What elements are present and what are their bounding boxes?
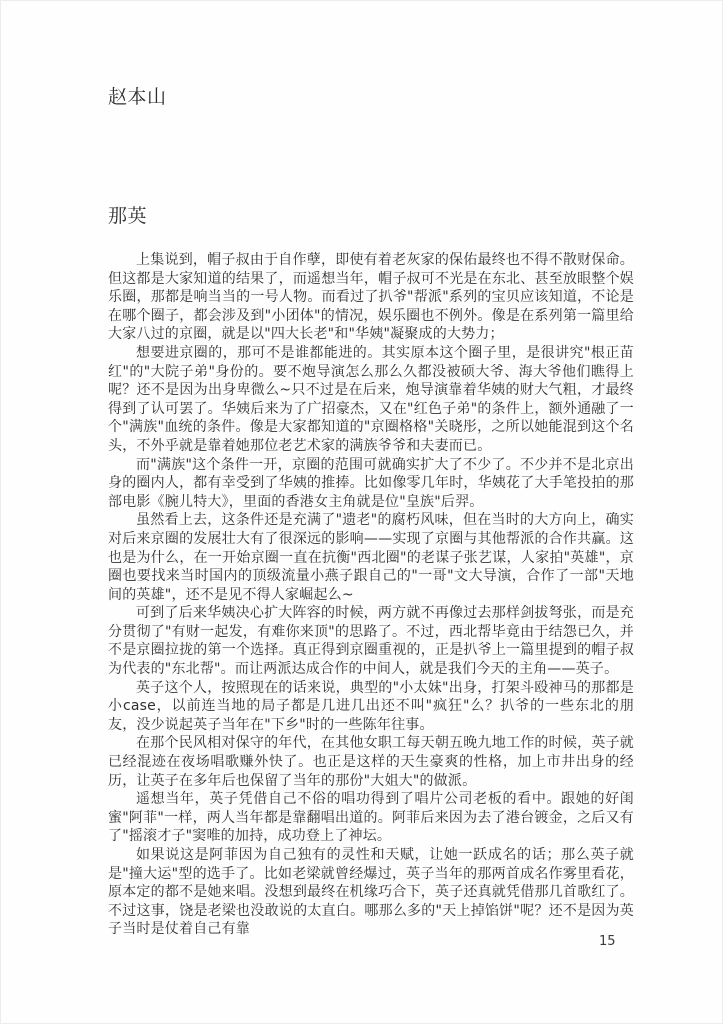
heading-na-ying: 那英 <box>108 205 148 227</box>
paragraph: 在那个民风相对保守的年代，在其他女职工每天朝五晚九地工作的时候，英子就已经混迹在夜场唱歌赚外快了。也正是这样的天生豪爽的性格，加上市井出身的经历，让英子在多年后也保留了当年的那份"大姐大"的做派。 <box>108 735 634 789</box>
paragraph: 而"满族"这个条件一开，京圈的范围可就确实扩大了不少了。不少并不是北京出身的圈内人，都有幸受到了华姨的推捧。比如像零几年时，华姨花了大手笔投拍的那部电影《腕儿特大》，里面的香港女主角就是位"皇族"后羿。 <box>108 456 634 510</box>
paragraph: 遥想当年，英子凭借自己不俗的唱功得到了唱片公司老板的看中。跟她的好闺蜜"阿菲"一样，两人当年都是靠翻唱出道的。阿菲后来因为去了港台镀金，之后又有了"摇滚才子"窦唯的加持，成功登上了神坛。 <box>108 791 634 845</box>
paragraph: 想要进京圈的，那可不是谁都能进的。其实原本这个圈子里，是很讲究"根正苗红"的"大院子弟"身份的。要不炮导演怎么那么久都没被硕大爷、海大爷他们瞧得上呢？还不是因为出身卑微么~只不过是在后来，炮导演靠着华姨的财大气粗，才最终得到了认可罢了。华姨后来为了广招豪杰，又在"红色子弟"的条件上，额外通融了一个"满族"血统的条件。像是大家都知道的"京圈格格"关晓彤，之所以她能混到这个名头，不外乎就是靠着她那位老艺术家的满族爷爷和夫妻而已。 <box>108 344 634 454</box>
paragraph: 如果说这是阿菲因为自己独有的灵性和天赋，让她一跃成名的话；那么英子就是"撞大运"型的选手了。比如老梁就曾经爆过，英子当年的那两首成名作雾里看花，原本定的都不是她来唱。没想到最终在机缘巧合下，英子还真就凭借那几首歌红了。不过这事，饶是老梁也没敢说的太直白。哪那么多的"天上掉馅饼"呢？还不是因为英子当时是仗着自己有靠 <box>108 847 634 938</box>
paragraph: 虽然看上去，这条件还是充满了"遗老"的腐朽风味，但在当时的大方向上，确实对后来京圈的发展壮大有了很深远的影响——实现了京圈与其他帮派的合作共赢。这也是为什么，在一开始京圈一直在抗衡"西北圈"的老谋子张艺谋，人家拍"英雄"，京圈也要找来当时国内的顶级流量小燕子跟自己的"一哥"文大导演，合作了一部"天地间的英雄"，还不是见不得人家崛起么~ <box>108 512 634 603</box>
paragraph: 英子这个人，按照现在的话来说，典型的"小太妹"出身，打架斗殴神马的那都是小case，以前连当地的局子都是几进几出还不叫"疯狂"么？扒爷的一些东北的朋友，没少说起英子当年在"下乡"时的一些陈年往事。 <box>108 679 634 733</box>
paragraph: 可到了后来华姨决心扩大阵容的时候，两方就不再像过去那样剑拔弩张，而是充分贯彻了"有财一起发，有难你来顶"的思路了。不过，西北帮毕竟由于结怨已久，并不是京圈拉拢的第一个选择。真正得到京圈重视的，正是扒爷上一篇里提到的帽子叔为代表的"东北帮"。而让两派达成合作的中间人，就是我们今天的主角——英子。 <box>108 605 634 678</box>
article-body <box>108 251 634 939</box>
heading-zhao-ben-shan: 赵本山 <box>108 86 167 108</box>
page-number: 15 <box>599 934 616 949</box>
paragraph: 上集说到，帽子叔由于自作孽，即使有着老灰家的保佑最终也不得不散财保命。但这都是大家知道的结果了，而遥想当年，帽子叔可不光是在东北、甚至放眼整个娱乐圈，那都是响当当的一号人物。而看过了扒爷"帮派"系列的宝贝应该知道，不论是在哪个圈子，都会涉及到"小团体"的情况，娱乐圈也不例外。像是在系列第一篇里给大家八过的京圈，就是以"四大长老"和"华姨"凝聚成的大势力； <box>108 252 634 343</box>
